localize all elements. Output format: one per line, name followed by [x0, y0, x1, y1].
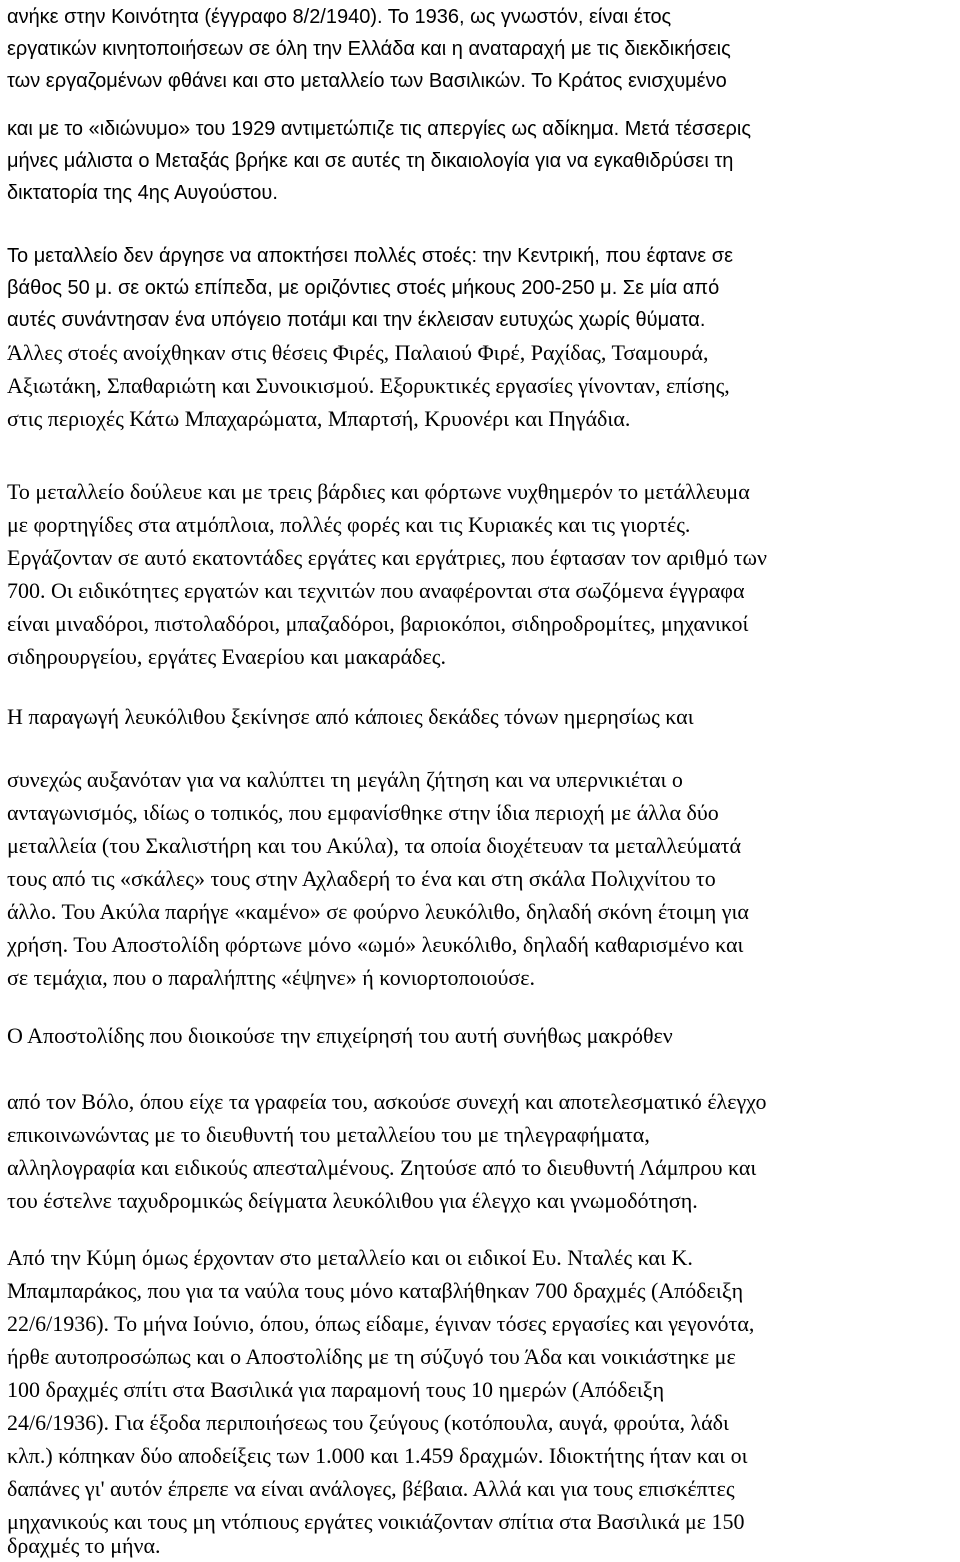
- text-line: Το μεταλλείο δούλευε και με τρεις βάρδιες και φόρτωνε νυχθημερόν το μετάλλευμα: [7, 479, 750, 504]
- text-line: κλπ.) κόπηκαν δύο αποδείξεις των 1.000 και 1.459 δραχμών. Ιδιοκτήτης ήταν και οι: [7, 1443, 748, 1468]
- text-line: Μπαμπαράκος, που για τα ναύλα τους μόνο καταβλήθηκαν 700 δραχμές (Απόδειξη: [7, 1278, 744, 1303]
- text-line: αλληλογραφία και ειδικούς απεσταλμένους. Ζητούσε από το διευθυντή Λάμπρου και: [7, 1155, 757, 1180]
- text-line: άλλο. Του Ακύλα παρήγε «καμένο» σε φούρνο λευκόλιθο, δηλαδή σκόνη έτοιμη για: [7, 899, 749, 924]
- text-line: 100 δραχμές σπίτι στα Βασιλικά για παραμονή τους 10 ημερών (Απόδειξη: [7, 1377, 665, 1402]
- text-line: 24/6/1936). Για έξοδα περιποιήσεως του ζεύγους (κοτόπουλα, αυγά, φρούτα, λάδι: [7, 1410, 729, 1435]
- text-line: στις περιοχές Κάτω Μπαχαρώματα, Μπαρτσή, Κρυονέρι και Πηγάδια.: [7, 406, 631, 431]
- text-line: και με το «ιδιώνυμο» του 1929 αντιμετώπιζε τις απεργίες ως αδίκημα. Μετά τέσσερις: [7, 118, 751, 140]
- text-line: δαπάνες γι' αυτόν έπρεπε να είναι ανάλογες, βέβαια. Αλλά και για τους επισκέπτες: [7, 1476, 735, 1501]
- text-line: μεταλλεία (του Σκαλιστήρη και του Ακύλα), τα οποία διοχέτευαν τα μεταλλεύματά: [7, 833, 742, 858]
- text-line: επικοινωνώντας με το διευθυντή του μεταλλείου του με τηλεγραφήματα,: [7, 1122, 650, 1147]
- text-line: τους από τις «σκάλες» τους στην Αχλαδερή το ένα και στη σκάλα Πολιχνίτου το: [7, 866, 716, 891]
- text-line: των εργαζομένων φθάνει και στο μεταλλείο των Βασιλικών. Το Κράτος ενισχυμένο: [7, 70, 727, 92]
- text-line: Άλλες στοές ανοίχθηκαν στις θέσεις Φιρές, Παλαιού Φιρέ, Ραχίδας, Τσαμουρά,: [7, 340, 709, 365]
- text-line: Η παραγωγή λευκόλιθου ξεκίνησε από κάποιες δεκάδες τόνων ημερησίως και: [7, 704, 694, 729]
- text-line: ήρθε αυτοπροσώπως και ο Αποστολίδης με τη σύζυγό του Άδα και νοικιάστηκε με: [7, 1344, 736, 1369]
- text-line: από τον Βόλο, όπου είχε τα γραφεία του, ασκούσε συνεχή και αποτελεσματικό έλεγχο: [7, 1089, 767, 1114]
- text-line: Αξιωτάκη, Σπαθαριώτη και Συνοικισμού. Εξορυκτικές εργασίες γίνονταν, επίσης,: [7, 373, 730, 398]
- text-line: Ο Αποστολίδης που διοικούσε την επιχείρησή του αυτή συνήθως μακρόθεν: [7, 1023, 673, 1048]
- text-line: χρήση. Του Αποστολίδη φόρτωνε μόνο «ωμό» λευκόλιθο, δηλαδή καθαρισμένο και: [7, 932, 744, 957]
- text-line: ανήκε στην Κοινότητα (έγγραφο 8/2/1940). Το 1936, ως γνωστόν, είναι έτος: [7, 6, 672, 28]
- text-line: του έστελνε ταχυδρομικώς δείγματα λευκόλιθου για έλεγχο και γνωμοδότηση.: [7, 1188, 698, 1213]
- text-line: Από την Κύμη όμως έρχονταν στο μεταλλείο και οι ειδικοί Ευ. Νταλές και Κ.: [7, 1245, 693, 1270]
- text-line: σε τεμάχια, που ο παραλήπτης «έψηνε» ή κονιορτοποιούσε.: [7, 965, 535, 990]
- text-line: με φορτηγίδες στα ατμόπλοια, πολλές φορές και τις Κυριακές και τις γιορτές.: [7, 512, 691, 537]
- text-line: μηχανικούς και τους μη ντόπιους εργάτες νοικιάζονταν σπίτια στα Βασιλικά με 150: [7, 1509, 745, 1534]
- text-line: εργατικών κινητοποιήσεων σε όλη την Ελλάδα και η αναταραχή με τις διεκδικήσεις: [7, 38, 731, 60]
- text-line: αυτές συνάντησαν ένα υπόγειο ποτάμι και την έκλεισαν ευτυχώς χωρίς θύματα.: [7, 309, 706, 331]
- text-line: 700. Οι ειδικότητες εργατών και τεχνιτών που αναφέρονται στα σωζόμενα έγγραφα: [7, 578, 745, 603]
- text-line: βάθος 50 μ. σε οκτώ επίπεδα, με οριζόντιες στοές μήκους 200-250 μ. Σε μία από: [7, 277, 720, 299]
- text-line: συνεχώς αυξανόταν για να καλύπτει τη μεγάλη ζήτηση και να υπερνικιέται ο: [7, 767, 683, 792]
- text-line: μήνες μάλιστα ο Μεταξάς βρήκε και σε αυτές τη δικαιολογία για να εγκαθιδρύσει τη: [7, 150, 734, 172]
- text-line: Το μεταλλείο δεν άργησε να αποκτήσει πολλές στοές: την Κεντρική, που έφτανε σε: [7, 245, 734, 267]
- text-line: δικτατορία της 4ης Αυγούστου.: [7, 182, 278, 204]
- text-line: σιδηρουργείου, εργάτες Εναερίου και μακαράδες.: [7, 644, 446, 669]
- text-line: ανταγωνισμός, ιδίως ο τοπικός, που εμφανίσθηκε στην ίδια περιοχή με άλλα δύο: [7, 800, 719, 825]
- text-line: δραχμές το μήνα.: [7, 1533, 161, 1558]
- text-line: είναι μιναδόροι, πιστολαδόροι, μπαζαδόροι, βαριοκόποι, σιδηροδρομίτες, μηχανικοί: [7, 611, 749, 636]
- text-line: 22/6/1936). Το μήνα Ιούνιο, όπου, όπως είδαμε, έγιναν τόσες εργασίες και γεγονότα,: [7, 1311, 755, 1336]
- text-line: Εργάζονταν σε αυτό εκατοντάδες εργάτες και εργάτριες, που έφτασαν τον αριθμό των: [7, 545, 767, 570]
